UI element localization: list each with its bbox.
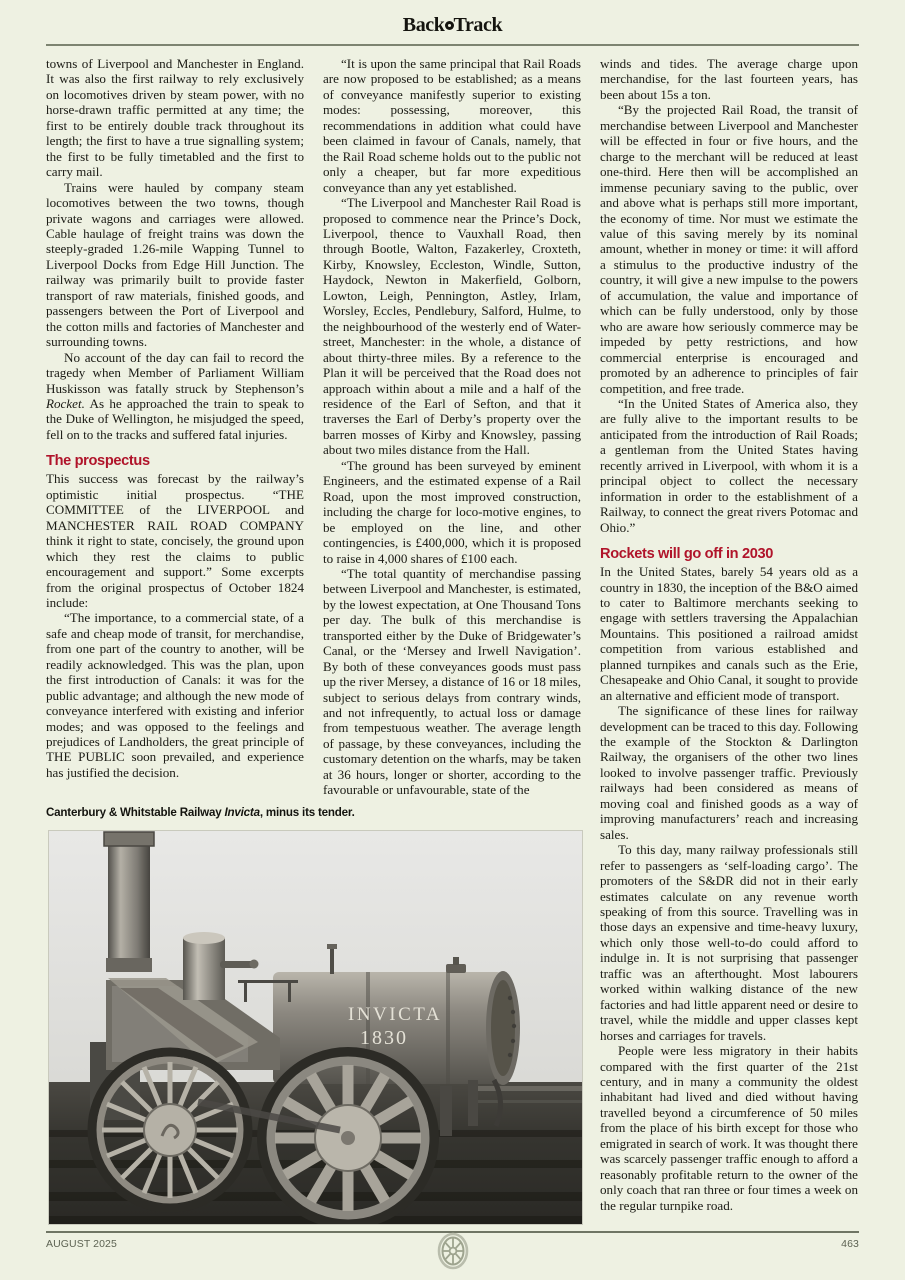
boiler-name-text: INVICTA xyxy=(348,1004,443,1025)
caption-loco-name: Invicta xyxy=(224,806,260,819)
figure-photo-invicta xyxy=(48,830,583,1225)
figure-caption xyxy=(46,806,582,820)
text-column-2 xyxy=(323,56,581,798)
caption-text-after: , minus its tender. xyxy=(259,806,355,819)
invicta-locomotive-photo xyxy=(48,830,583,1225)
paragraph: towns of Liverpool and Manchester in England. It was also the first railway to rely exclusively on locomotives driven by steam power, with no horse-drawn traffic permitted at any time; the first to be entirely double track throughout its length; the first to have a true signalling system; the first to be fully timetabled and the first to carry mail. xyxy=(46,56,304,180)
boiler-year-text: 1830 xyxy=(360,1027,408,1049)
paragraph: “It is upon the same principal that Rail Roads are now proposed to be established; as a means of conveyance manifestly superior to existing modes: possessing, moreover, this recommendations in addition what could have been claimed in favour of Canals, namely, that the Rail Road scheme holds out to the public not only a cheaper, but far more expeditious conveyance than any yet established. xyxy=(323,56,581,195)
paragraph: “The total quantity of merchandise passing between Liverpool and Manchester, is estimated, by the lowest expectation, at One Thousand Tons per day. The bulk of this merchandise is transported either by the Duke of Bridgewater’s Canal, or the ‘Mersey and Irwell Navigation’. By both of these conveyances goods must pass up the river Mersey, a distance of 16 or 18 miles, subject to serious delays from contrary winds, and not infrequently, to actual loss or damage from tempestuous weather. The average length of passage, by these conveyances, including the customary detention on the wharfs, may be taken at 36 hours, longer or shorter, according to the favourable or unfavourable, state of the xyxy=(323,565,581,798)
paragraph: The significance of these lines for railway development can be traced to this day. Following the example of the Stockton & Darlington Railway, the organisers of the other two lines looked to involve passenger traffic. Previously railways had been considered as means of moving coal and finished goods as a way of improving manufacturers’ reach and increasing sales. xyxy=(600,703,858,842)
paragraph: “In the United States of America also, they are fully alive to the important results to be anticipated from the introduction of Rail Roads; a gentleman from the United States having recently arrived in Liverpool, with whom it is a principal object to collect the necessary information in order to the establishment of a Railway, to connect the great rivers Potomac and Ohio.” xyxy=(600,395,858,535)
masthead-title-part1: Back xyxy=(402,14,445,36)
footer-logo xyxy=(0,1232,905,1270)
driving-wheel xyxy=(262,1052,434,1224)
paragraph: “By the projected Rail Road, the transit of merchandise between Liverpool and Manchester will be effected in four or five hours, and the charge to the merchant will be reduced at least one-third. Here then will be accomplished an immense pecuniary saving to the public, over and above what is perhaps still more important, the economy of time. Nor must we estimate the value of this saving merely by its nominal amount, whether in money or time: it will afford a stimulus to the productive industry of the country, it will give a new impulse to the powers of accumulation, the value and importance of which can be fully understood, only by those who are aware how seriously commerce may be impeded by petty restrictions, and how commercial enterprise is encouraged and promoted by an adherence to principles of fair competition, and free trade. xyxy=(600,102,858,396)
paragraph-huskisson xyxy=(46,350,304,443)
paragraph: “The importance, to a commercial state, of a safe and cheap mode of transit, for merchandise, from one part of the country to another, will be readily acknowledged. This was the plan, upon the first introduction of Canals: it was for the public advantage; and although the new mode of conveyance interfered with existing and inferior modes; and was opposed to the feelings and prejudices of Landholders, the great principle of THE PUBLIC soon prevailed, and experience has justified the decision. xyxy=(46,610,304,780)
text-column-3 xyxy=(600,56,858,1213)
subheading-the-prospectus: The prospectus xyxy=(46,453,150,470)
emphasis-rocket: Rocket. xyxy=(46,395,85,411)
front-wheel xyxy=(92,1052,248,1208)
caption-text-before: Canterbury & Whitstable Railway xyxy=(46,806,225,819)
wheel-dot-icon xyxy=(445,21,454,30)
footer-issue-date: AUGUST 2025 xyxy=(46,1238,117,1250)
paragraph: winds and tides. The average charge upon merchandise, for the last fourteen years, has been about 15s a ton. xyxy=(600,56,858,102)
paragraph: People were less migratory in their habits compared with the first quarter of the 21st century, and in many a community the oldest inhabitant had lived and died without having travelled beyond a circumference of 50 miles from the place of his birth except for those who emigrated in search of work. It was thought there was scarcely passenger traffic enough to afford a reasonably profitable return to the owner of the only coach that ran three or four times a week on the regular turnpike road. xyxy=(600,1043,858,1213)
paragraph-text: No account of the day can fail to record the tragedy when Member of Parliament William Huskisson was fatally struck by Stephenson’s xyxy=(46,349,304,396)
paragraph-text: As he approached the train to speak to the Duke of Wellington, he misjudged the speed, fell on to the tracks and suffered fatal injuries. xyxy=(46,395,304,442)
paragraph: This success was forecast by the railway’s optimistic initial prospectus. “THE COMMITTEE of the LIVERPOOL and MANCHESTER RAIL ROAD COMPANY think it right to state, concisely, the ground upon which they rest the claims to public encouragement and support.” Some excerpts from the original prospectus of October 1824 include: xyxy=(46,471,304,610)
masthead xyxy=(0,14,905,40)
paragraph: To this day, many railway professionals still refer to passengers as ‘self-loading cargo’. The promoters of the S&DR did not in their early estimates calculate on any revenue worth speaking of from this source. Travelling was in those days an expensive and time-heavy luxury, which only those well-to-do could afford to indulge in. It is not surprising that passenger traffic was an afterthought. Most labourers worked within walking distance of the new factories and had little apparent need or desire to travel, while the middle and upper classes kept horses and carriages for travels. xyxy=(600,842,858,1043)
footer-rule xyxy=(46,1231,859,1233)
paragraph: “The Liverpool and Manchester Rail Road is proposed to commence near the Prince’s Dock, Liverpool, thence to Vauxhall Road, then through Bootle, Walton, Fazakerley, Croxteth, Kirby, Knowsley, Eccleston, Windle, Sutton, Haydock, Newton in Makerfield, Golborn, Lowton, Leigh, Pennington, Astley, Irlam, Worsley, Eccles, Pendlebury, Salford, Hulme, to the neighbourhood of the westerly end of Water-street, Manchester: in the whole, a distance of about thirty-three miles. By a reference to the Plan it will be perceived that the Road does not approach within about a mile and a half of the residence of the Earl of Sefton, and that it traverses the Earl of Derby’s property over the barren mosses of Kirby and Knowsley, passing about two miles distance from the Hall. xyxy=(323,195,581,458)
spoked-wheel-icon xyxy=(436,1232,470,1270)
paragraph: In the United States, barely 54 years old as a country in 1830, the inception of the B&O aimed to cater to Baltimore merchants seeking to engage with settlers traversing the Appalachian Mountains. This positioned a railroad amidst competition from various established and planned turnpikes and canals such as the Erie, Chesapeake and Ohio Canal, it sought to provide an alternative and efficient mode of transport. xyxy=(600,564,858,703)
paragraph: Trains were hauled by company steam locomotives between the two towns, though private wagons and carriages were allowed. Cable haulage of freight trains was down the steeply-graded 1.26-mile Wapping Tunnel to Liverpool Docks from Edge Hill Junction. The railway was primarily built to provide faster transport of raw materials, finished goods, and passengers between the Port of Liverpool and the cotton mills and factories of Manchester and surrounding towns. xyxy=(46,179,304,350)
subheading-rockets-will-go-off-in-2030: Rockets will go off in 2030 xyxy=(600,546,774,563)
footer-page-number: 463 xyxy=(841,1238,859,1250)
masthead-title xyxy=(403,14,502,36)
header-rule xyxy=(46,44,859,46)
text-column-1 xyxy=(46,56,304,780)
masthead-title-part2: Track xyxy=(453,14,503,36)
paragraph: “The ground has been surveyed by eminent Engineers, and the estimated expense of a Rail Road, upon the most improved construction, including the charge for loco-motive engines, to be employed on the line, and other contingencies, is £400,000, which it is proposed to raise in 4,000 shares of £100 each. xyxy=(323,457,581,566)
